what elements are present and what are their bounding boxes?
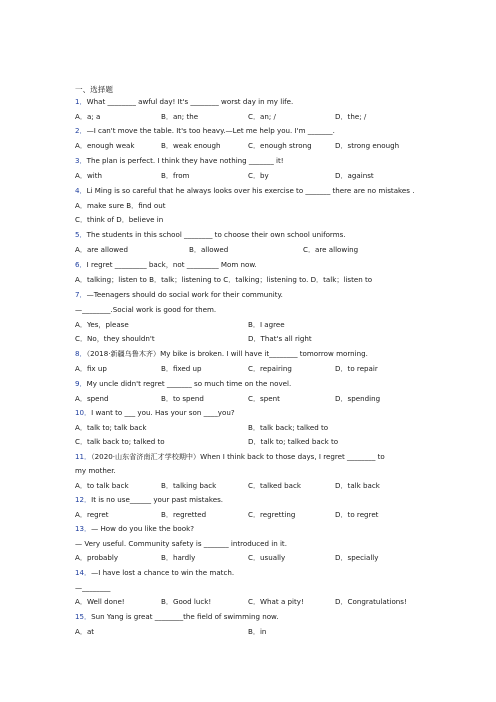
question-12 bbox=[75, 495, 223, 504]
question-3 bbox=[75, 156, 284, 165]
option-c[interactable]: C．talk back to; talked to bbox=[75, 437, 165, 446]
option-d[interactable]: D．to regret bbox=[335, 510, 379, 519]
question-13 bbox=[75, 524, 194, 533]
question-11 bbox=[75, 452, 385, 461]
option-b[interactable]: B．talking back bbox=[161, 481, 217, 490]
question-number: 10． bbox=[75, 408, 92, 417]
question-stem-2: my mother. bbox=[75, 466, 116, 475]
question-number: 11． bbox=[75, 452, 92, 461]
question-stem: —I have lost a chance to win the match. bbox=[91, 568, 235, 577]
question-stem: — How do you like the book? bbox=[91, 524, 194, 533]
option-a[interactable]: A．probably bbox=[75, 553, 119, 562]
question-number: 14． bbox=[75, 568, 92, 577]
option-d[interactable]: D．talk back bbox=[335, 481, 380, 490]
question-number: 7． bbox=[75, 290, 87, 299]
options-line[interactable]: A．talking；listen to B．talk；listening to C．talking；listening to. D．talk；listen to bbox=[75, 275, 373, 284]
question-4 bbox=[75, 186, 415, 195]
question-2 bbox=[75, 126, 335, 135]
option-b[interactable]: B．weak enough bbox=[161, 141, 221, 150]
option-a[interactable]: A．spend bbox=[75, 394, 109, 403]
question-stem: What ________ awful day! It's ________ worst day in my life. bbox=[86, 97, 294, 106]
option-a[interactable]: A．Well done! bbox=[75, 597, 125, 606]
question-stem-2: —________ bbox=[75, 583, 111, 592]
question-stem: The students in this school ________ to choose their own school uniforms. bbox=[86, 230, 346, 239]
question-stem: The plan is perfect. I think they have nothing _______ it! bbox=[86, 156, 284, 165]
option-b[interactable]: B．I agree bbox=[248, 320, 285, 329]
question-stem-2: —________.Social work is good for them. bbox=[75, 305, 217, 314]
question-15 bbox=[75, 612, 278, 621]
option-c[interactable]: C．are allowing bbox=[303, 245, 359, 254]
option-b[interactable]: B．from bbox=[161, 171, 190, 180]
option-b[interactable]: B．an; the bbox=[161, 112, 199, 121]
question-stem-2: — Very useful. Community safety is _______ introduced in it. bbox=[75, 539, 287, 548]
option-b[interactable]: B．allowed bbox=[189, 245, 229, 254]
question-stem: —Teenagers should do social work for their community. bbox=[86, 290, 283, 299]
option-a[interactable]: A．fix up bbox=[75, 364, 107, 373]
question-8 bbox=[75, 349, 368, 358]
question-stem: My uncle didn't regret _______ so much time on the novel. bbox=[86, 379, 292, 388]
option-d[interactable]: D．strong enough bbox=[335, 141, 400, 150]
option-a[interactable]: A．are allowed bbox=[75, 245, 128, 254]
option-c[interactable]: C．by bbox=[248, 171, 269, 180]
option-d[interactable]: D．against bbox=[335, 171, 374, 180]
option-a[interactable]: A．talk to; talk back bbox=[75, 423, 147, 432]
option-c[interactable]: C．No，they shouldn't bbox=[75, 334, 155, 343]
question-number: 13． bbox=[75, 524, 92, 533]
option-a[interactable]: A．a; a bbox=[75, 112, 101, 121]
question-7 bbox=[75, 290, 283, 299]
question-5 bbox=[75, 230, 346, 239]
question-number: 3． bbox=[75, 156, 87, 165]
options-line[interactable]: C．think of D．believe in bbox=[75, 215, 164, 224]
question-1 bbox=[75, 97, 293, 106]
option-b[interactable]: B．Good luck! bbox=[161, 597, 212, 606]
options-line[interactable]: A．make sure B．find out bbox=[75, 201, 166, 210]
option-c[interactable]: C．usually bbox=[248, 553, 286, 562]
option-c[interactable]: C．regretting bbox=[248, 510, 296, 519]
question-number: 5． bbox=[75, 230, 87, 239]
question-14 bbox=[75, 568, 234, 577]
question-stem: （2020·山东省济南汇才学校期中）When I think back to those days, I regret ________ to bbox=[91, 452, 385, 461]
option-d[interactable]: D．Congratulations! bbox=[335, 597, 407, 606]
question-6 bbox=[75, 260, 257, 269]
option-b[interactable]: B．regretted bbox=[161, 510, 207, 519]
question-stem: It is no use______ your past mistakes. bbox=[91, 495, 224, 504]
option-a[interactable]: A．to talk back bbox=[75, 481, 129, 490]
option-d[interactable]: D．the; / bbox=[335, 112, 367, 121]
question-number: 15． bbox=[75, 612, 92, 621]
option-a[interactable]: A．with bbox=[75, 171, 102, 180]
option-c[interactable]: C．repairing bbox=[248, 364, 292, 373]
question-stem: （2018·新疆乌鲁木齐）My bike is broken. I will have it________ tomorrow morning. bbox=[86, 349, 368, 358]
question-stem: I regret _________ back，not _________ Mom now. bbox=[86, 260, 257, 269]
option-a[interactable]: A．Yes，please bbox=[75, 320, 129, 329]
question-9 bbox=[75, 379, 291, 388]
option-d[interactable]: D．specially bbox=[335, 553, 379, 562]
option-b[interactable]: B．talk back; talked to bbox=[248, 423, 329, 432]
option-a[interactable]: A．at bbox=[75, 627, 95, 636]
option-c[interactable]: C．What a pity! bbox=[248, 597, 304, 606]
question-stem: Sun Yang is great ________the field of swimming now. bbox=[91, 612, 279, 621]
question-number: 4． bbox=[75, 186, 87, 195]
question-number: 6． bbox=[75, 260, 87, 269]
option-d[interactable]: D．to repair bbox=[335, 364, 378, 373]
question-number: 9． bbox=[75, 379, 87, 388]
option-b[interactable]: B．to spend bbox=[161, 394, 204, 403]
option-b[interactable]: B．fixed up bbox=[161, 364, 202, 373]
option-c[interactable]: C．talked back bbox=[248, 481, 301, 490]
section-title: 一、选择题 bbox=[75, 85, 113, 94]
option-c[interactable]: C．an; / bbox=[248, 112, 276, 121]
option-c[interactable]: C．spent bbox=[248, 394, 280, 403]
question-stem: Li Ming is so careful that he always looks over his exercise to _______ there are no mistakes . bbox=[86, 186, 415, 195]
question-10 bbox=[75, 408, 235, 417]
option-b[interactable]: B．in bbox=[248, 627, 267, 636]
option-d[interactable]: D．That's all right bbox=[248, 334, 312, 343]
question-number: 2． bbox=[75, 126, 87, 135]
option-a[interactable]: A．regret bbox=[75, 510, 109, 519]
option-b[interactable]: B．hardly bbox=[161, 553, 196, 562]
question-stem: I want to ___ you. Has your son ____you? bbox=[91, 408, 235, 417]
option-d[interactable]: D．spending bbox=[335, 394, 381, 403]
question-number: 12． bbox=[75, 495, 92, 504]
question-stem: —I can't move the table. It's too heavy.—Let me help you. I'm _______. bbox=[86, 126, 335, 135]
option-c[interactable]: C．enough strong bbox=[248, 141, 312, 150]
option-a[interactable]: A．enough weak bbox=[75, 141, 135, 150]
option-d[interactable]: D．talk to; talked back to bbox=[248, 437, 339, 446]
question-number: 8． bbox=[75, 349, 87, 358]
question-number: 1． bbox=[75, 97, 87, 106]
